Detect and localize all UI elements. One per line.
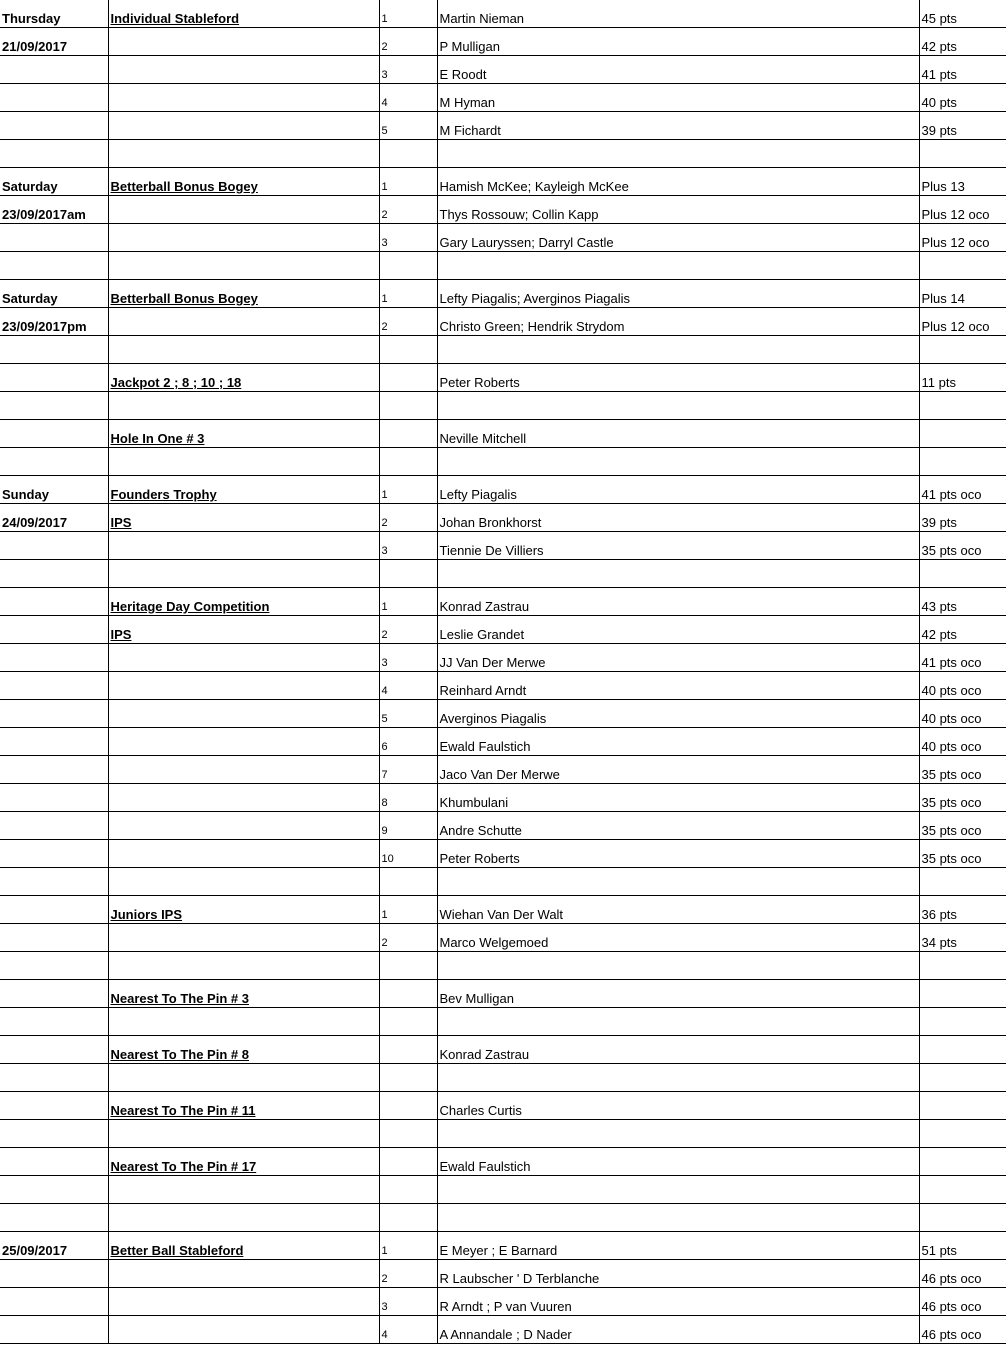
score-cell	[919, 392, 1006, 420]
position-cell	[379, 392, 437, 420]
score-cell: 40 pts oco	[919, 672, 1006, 700]
table-row	[0, 812, 1006, 840]
player-name-cell: R Arndt ; P van Vuuren	[437, 1288, 919, 1316]
table-row	[0, 448, 1006, 476]
position-cell: 2	[379, 924, 437, 952]
position-cell	[379, 868, 437, 896]
score-cell	[919, 140, 1006, 168]
date-cell	[0, 336, 108, 364]
score-cell: 40 pts oco	[919, 700, 1006, 728]
date-cell	[0, 448, 108, 476]
score-cell: 41 pts	[919, 56, 1006, 84]
position-cell: 4	[379, 84, 437, 112]
position-cell: 3	[379, 224, 437, 252]
player-name-cell: E Roodt	[437, 56, 919, 84]
date-cell	[0, 756, 108, 784]
player-name-cell: A Annandale ; D Nader	[437, 1316, 919, 1344]
position-cell: 1	[379, 0, 437, 28]
score-cell: Plus 12 oco	[919, 308, 1006, 336]
table-row	[0, 1288, 1006, 1316]
position-cell: 8	[379, 784, 437, 812]
table-row	[0, 868, 1006, 896]
date-cell: 24/09/2017	[0, 504, 108, 532]
score-cell: 35 pts oco	[919, 756, 1006, 784]
player-name-cell: Peter Roberts	[437, 364, 919, 392]
competition-cell: Nearest To The Pin # 8	[108, 1036, 379, 1064]
date-cell	[0, 56, 108, 84]
player-name-cell: Bev Mulligan	[437, 980, 919, 1008]
date-cell	[0, 224, 108, 252]
score-cell: 34 pts	[919, 924, 1006, 952]
date-cell: Saturday	[0, 280, 108, 308]
position-cell: 4	[379, 672, 437, 700]
position-cell: 2	[379, 308, 437, 336]
competition-cell	[108, 392, 379, 420]
player-name-cell: Hamish McKee; Kayleigh McKee	[437, 168, 919, 196]
table-row	[0, 1176, 1006, 1204]
score-cell	[919, 252, 1006, 280]
position-cell: 1	[379, 1232, 437, 1260]
date-cell: Saturday	[0, 168, 108, 196]
player-name-cell	[437, 868, 919, 896]
competition-cell	[108, 1176, 379, 1204]
date-cell	[0, 1008, 108, 1036]
position-cell: 1	[379, 168, 437, 196]
table-row	[0, 1232, 1006, 1260]
table-row	[0, 952, 1006, 980]
score-cell: Plus 12 oco	[919, 196, 1006, 224]
position-cell	[379, 140, 437, 168]
player-name-cell: Leslie Grandet	[437, 616, 919, 644]
score-cell: 46 pts oco	[919, 1316, 1006, 1344]
competition-cell: Founders Trophy	[108, 476, 379, 504]
score-cell: 11 pts	[919, 364, 1006, 392]
table-row	[0, 252, 1006, 280]
competition-cell: Nearest To The Pin # 11	[108, 1092, 379, 1120]
table-row	[0, 672, 1006, 700]
score-cell	[919, 1008, 1006, 1036]
score-cell	[919, 448, 1006, 476]
score-cell	[919, 868, 1006, 896]
score-cell	[919, 336, 1006, 364]
date-cell: 25/09/2017	[0, 1232, 108, 1260]
date-cell	[0, 840, 108, 868]
date-cell	[0, 1036, 108, 1064]
position-cell: 2	[379, 1260, 437, 1288]
score-cell: 46 pts oco	[919, 1260, 1006, 1288]
player-name-cell: M Fichardt	[437, 112, 919, 140]
date-cell	[0, 1204, 108, 1232]
score-cell: Plus 12 oco	[919, 224, 1006, 252]
competition-cell	[108, 196, 379, 224]
score-cell: 35 pts oco	[919, 812, 1006, 840]
competition-cell	[108, 336, 379, 364]
table-row	[0, 1008, 1006, 1036]
competition-cell	[108, 560, 379, 588]
competition-cell	[108, 868, 379, 896]
position-cell	[379, 420, 437, 448]
score-cell: Plus 13	[919, 168, 1006, 196]
player-name-cell	[437, 140, 919, 168]
player-name-cell	[437, 392, 919, 420]
player-name-cell: Neville Mitchell	[437, 420, 919, 448]
competition-cell	[108, 224, 379, 252]
score-cell	[919, 980, 1006, 1008]
date-cell	[0, 1064, 108, 1092]
competition-cell: Jackpot 2 ; 8 ; 10 ; 18	[108, 364, 379, 392]
competition-cell	[108, 112, 379, 140]
position-cell	[379, 1036, 437, 1064]
competition-cell: Betterball Bonus Bogey	[108, 280, 379, 308]
score-cell: 35 pts oco	[919, 532, 1006, 560]
competition-cell: Hole In One # 3	[108, 420, 379, 448]
competition-cell	[108, 700, 379, 728]
competition-cell	[108, 924, 379, 952]
competition-cell	[108, 1064, 379, 1092]
score-cell: 41 pts oco	[919, 476, 1006, 504]
score-cell: 35 pts oco	[919, 840, 1006, 868]
table-row	[0, 112, 1006, 140]
position-cell	[379, 1008, 437, 1036]
score-cell	[919, 1092, 1006, 1120]
table-row	[0, 28, 1006, 56]
player-name-cell: Thys Rossouw; Collin Kapp	[437, 196, 919, 224]
position-cell: 3	[379, 1288, 437, 1316]
player-name-cell: P Mulligan	[437, 28, 919, 56]
date-cell: 23/09/2017pm	[0, 308, 108, 336]
competition-cell	[108, 28, 379, 56]
position-cell: 1	[379, 280, 437, 308]
date-cell	[0, 924, 108, 952]
score-cell: 42 pts	[919, 28, 1006, 56]
position-cell: 3	[379, 56, 437, 84]
score-cell: 46 pts oco	[919, 1288, 1006, 1316]
position-cell: 2	[379, 196, 437, 224]
table-row	[0, 1204, 1006, 1232]
competition-cell: Nearest To The Pin # 3	[108, 980, 379, 1008]
player-name-cell: Reinhard Arndt	[437, 672, 919, 700]
score-cell: 43 pts	[919, 588, 1006, 616]
table-row	[0, 392, 1006, 420]
player-name-cell: Wiehan Van Der Walt	[437, 896, 919, 924]
table-row	[0, 84, 1006, 112]
position-cell: 6	[379, 728, 437, 756]
date-cell	[0, 532, 108, 560]
score-cell: 42 pts	[919, 616, 1006, 644]
table-row	[0, 896, 1006, 924]
player-name-cell: E Meyer ; E Barnard	[437, 1232, 919, 1260]
position-cell: 3	[379, 644, 437, 672]
date-cell	[0, 84, 108, 112]
player-name-cell	[437, 1064, 919, 1092]
date-cell	[0, 812, 108, 840]
date-cell	[0, 420, 108, 448]
position-cell	[379, 1176, 437, 1204]
competition-cell	[108, 840, 379, 868]
table-row	[0, 1064, 1006, 1092]
date-cell	[0, 896, 108, 924]
table-row	[0, 168, 1006, 196]
position-cell: 2	[379, 504, 437, 532]
position-cell: 5	[379, 700, 437, 728]
position-cell: 1	[379, 588, 437, 616]
table-row	[0, 1036, 1006, 1064]
date-cell	[0, 140, 108, 168]
table-row	[0, 644, 1006, 672]
date-cell	[0, 700, 108, 728]
table-row	[0, 728, 1006, 756]
score-cell	[919, 560, 1006, 588]
table-row	[0, 1092, 1006, 1120]
player-name-cell: JJ Van Der Merwe	[437, 644, 919, 672]
table-row	[0, 308, 1006, 336]
competition-cell	[108, 308, 379, 336]
player-name-cell: Konrad Zastrau	[437, 588, 919, 616]
table-row	[0, 56, 1006, 84]
table-row	[0, 616, 1006, 644]
player-name-cell: Christo Green; Hendrik Strydom	[437, 308, 919, 336]
score-cell	[919, 1176, 1006, 1204]
competition-cell	[108, 1288, 379, 1316]
competition-cell: Nearest To The Pin # 17	[108, 1148, 379, 1176]
date-cell	[0, 392, 108, 420]
position-cell	[379, 364, 437, 392]
date-cell	[0, 560, 108, 588]
date-cell	[0, 1316, 108, 1344]
player-name-cell	[437, 1176, 919, 1204]
player-name-cell	[437, 952, 919, 980]
score-cell	[919, 1036, 1006, 1064]
date-cell	[0, 1092, 108, 1120]
date-cell	[0, 1120, 108, 1148]
date-cell	[0, 728, 108, 756]
player-name-cell: Ewald Faulstich	[437, 1148, 919, 1176]
date-cell: Thursday	[0, 0, 108, 28]
table-row	[0, 420, 1006, 448]
competition-cell	[108, 1008, 379, 1036]
table-row	[0, 924, 1006, 952]
player-name-cell: Tiennie De Villiers	[437, 532, 919, 560]
table-row	[0, 280, 1006, 308]
table-row	[0, 1120, 1006, 1148]
player-name-cell: Johan Bronkhorst	[437, 504, 919, 532]
score-cell: 36 pts	[919, 896, 1006, 924]
table-row	[0, 980, 1006, 1008]
table-row	[0, 1148, 1006, 1176]
player-name-cell: Lefty Piagalis	[437, 476, 919, 504]
position-cell	[379, 448, 437, 476]
position-cell	[379, 252, 437, 280]
competition-cell: Betterball Bonus Bogey	[108, 168, 379, 196]
position-cell: 1	[379, 896, 437, 924]
position-cell: 10	[379, 840, 437, 868]
score-cell: 41 pts oco	[919, 644, 1006, 672]
position-cell: 7	[379, 756, 437, 784]
player-name-cell: Martin Nieman	[437, 0, 919, 28]
competition-cell	[108, 756, 379, 784]
player-name-cell: Gary Lauryssen; Darryl Castle	[437, 224, 919, 252]
date-cell: 21/09/2017	[0, 28, 108, 56]
player-name-cell: Andre Schutte	[437, 812, 919, 840]
date-cell: 23/09/2017am	[0, 196, 108, 224]
competition-cell	[108, 1260, 379, 1288]
score-cell	[919, 1064, 1006, 1092]
competition-cell	[108, 448, 379, 476]
table-row	[0, 756, 1006, 784]
date-cell: Sunday	[0, 476, 108, 504]
position-cell: 3	[379, 532, 437, 560]
competition-cell	[108, 252, 379, 280]
score-cell: 40 pts oco	[919, 728, 1006, 756]
player-name-cell: Jaco Van Der Merwe	[437, 756, 919, 784]
date-cell	[0, 784, 108, 812]
score-cell	[919, 420, 1006, 448]
date-cell	[0, 868, 108, 896]
table-row	[0, 0, 1006, 28]
table-row	[0, 784, 1006, 812]
competition-cell: IPS	[108, 504, 379, 532]
player-name-cell	[437, 560, 919, 588]
table-row	[0, 504, 1006, 532]
position-cell: 2	[379, 28, 437, 56]
score-cell	[919, 1204, 1006, 1232]
competition-cell: Better Ball Stableford	[108, 1232, 379, 1260]
table-row	[0, 700, 1006, 728]
player-name-cell	[437, 252, 919, 280]
player-name-cell	[437, 1204, 919, 1232]
score-cell	[919, 1148, 1006, 1176]
date-cell	[0, 252, 108, 280]
competition-cell: Individual Stableford	[108, 0, 379, 28]
position-cell	[379, 1120, 437, 1148]
date-cell	[0, 672, 108, 700]
player-name-cell: Konrad Zastrau	[437, 1036, 919, 1064]
position-cell	[379, 1204, 437, 1232]
table-row	[0, 224, 1006, 252]
player-name-cell: R Laubscher ' D Terblanche	[437, 1260, 919, 1288]
competition-cell	[108, 728, 379, 756]
player-name-cell: Averginos Piagalis	[437, 700, 919, 728]
competition-cell	[108, 56, 379, 84]
player-name-cell: Charles Curtis	[437, 1092, 919, 1120]
competition-cell	[108, 532, 379, 560]
competition-cell: Heritage Day Competition	[108, 588, 379, 616]
player-name-cell: Ewald Faulstich	[437, 728, 919, 756]
table-row	[0, 1316, 1006, 1344]
competition-cell	[108, 1316, 379, 1344]
date-cell	[0, 644, 108, 672]
competition-cell	[108, 140, 379, 168]
competition-cell	[108, 784, 379, 812]
player-name-cell: Lefty Piagalis; Averginos Piagalis	[437, 280, 919, 308]
score-cell: 45 pts	[919, 0, 1006, 28]
position-cell	[379, 1148, 437, 1176]
position-cell: 2	[379, 616, 437, 644]
date-cell	[0, 616, 108, 644]
table-row	[0, 588, 1006, 616]
competition-cell	[108, 672, 379, 700]
table-row	[0, 196, 1006, 224]
score-cell: 40 pts	[919, 84, 1006, 112]
score-cell: 35 pts oco	[919, 784, 1006, 812]
table-row	[0, 840, 1006, 868]
table-row	[0, 476, 1006, 504]
competition-cell	[108, 1120, 379, 1148]
score-cell: Plus 14	[919, 280, 1006, 308]
table-row	[0, 560, 1006, 588]
competition-cell	[108, 84, 379, 112]
player-name-cell	[437, 1008, 919, 1036]
position-cell: 5	[379, 112, 437, 140]
position-cell: 4	[379, 1316, 437, 1344]
player-name-cell	[437, 336, 919, 364]
competition-cell	[108, 1204, 379, 1232]
date-cell	[0, 364, 108, 392]
competition-cell	[108, 644, 379, 672]
table-row	[0, 364, 1006, 392]
position-cell: 9	[379, 812, 437, 840]
date-cell	[0, 1176, 108, 1204]
player-name-cell: Marco Welgemoed	[437, 924, 919, 952]
table-row	[0, 336, 1006, 364]
player-name-cell	[437, 1120, 919, 1148]
player-name-cell	[437, 448, 919, 476]
player-name-cell: Khumbulani	[437, 784, 919, 812]
date-cell	[0, 1148, 108, 1176]
date-cell	[0, 1288, 108, 1316]
position-cell	[379, 1092, 437, 1120]
table-row	[0, 1260, 1006, 1288]
position-cell	[379, 1064, 437, 1092]
score-cell: 39 pts	[919, 504, 1006, 532]
competition-cell	[108, 812, 379, 840]
table-row	[0, 532, 1006, 560]
date-cell	[0, 980, 108, 1008]
table-row	[0, 140, 1006, 168]
competition-cell: Juniors IPS	[108, 896, 379, 924]
position-cell	[379, 980, 437, 1008]
position-cell: 1	[379, 476, 437, 504]
player-name-cell: Peter Roberts	[437, 840, 919, 868]
position-cell	[379, 336, 437, 364]
date-cell	[0, 588, 108, 616]
position-cell	[379, 952, 437, 980]
score-cell	[919, 952, 1006, 980]
date-cell	[0, 1260, 108, 1288]
position-cell	[379, 560, 437, 588]
player-name-cell: M Hyman	[437, 84, 919, 112]
competition-cell	[108, 952, 379, 980]
score-cell: 51 pts	[919, 1232, 1006, 1260]
competition-cell: IPS	[108, 616, 379, 644]
score-cell	[919, 1120, 1006, 1148]
date-cell	[0, 112, 108, 140]
date-cell	[0, 952, 108, 980]
score-cell: 39 pts	[919, 112, 1006, 140]
